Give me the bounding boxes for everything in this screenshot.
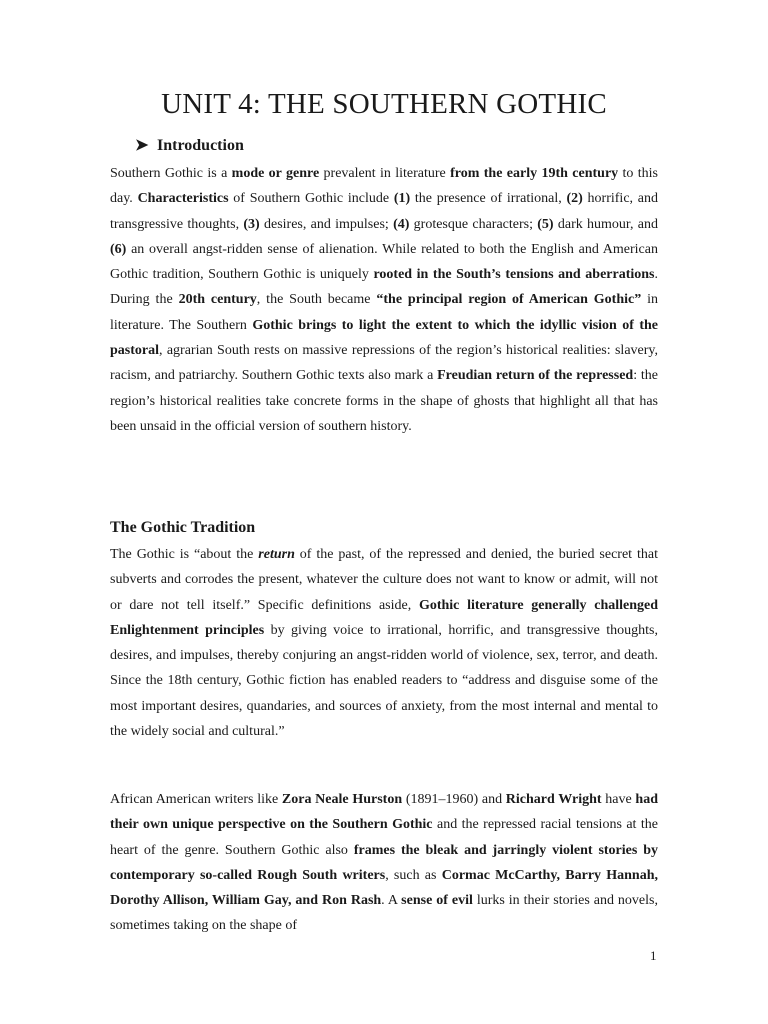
text-run: dark humour, and [553,216,658,232]
section-heading-gothic-tradition: The Gothic Tradition [110,519,256,536]
intro-paragraph [110,161,658,439]
text-run: African American writers like [110,792,282,807]
page-title: UNIT 4: THE SOUTHERN GOTHIC [161,88,607,120]
bold-text-run: Gothic literature generally challenged Enlightenment principles [110,597,659,638]
text-run: (1891–1960) and [402,792,506,807]
arrow-bullet-icon: ➤ [135,137,149,154]
text-run: and the repressed racial tensions at the heart of the genre. Southern Gothic also [110,817,658,858]
bold-text-run: had their own unique perspective on the Southern Gothic [110,792,658,833]
bold-text-run: mode or genre [231,166,320,181]
bold-text-run: (5) [537,216,554,232]
text-run: : the region’s historical realities take concrete forms in the shape of ghosts that highlight all that has been unsaid in the official version of southern history. [110,368,658,434]
bold-text-run: (2) [566,191,583,207]
bold-text-run: (4) [393,216,410,232]
text-run: . A [381,893,402,909]
text-run: Southern Gothic is a [110,166,232,181]
text-run: of the past, of the repressed and denied, the buried secret that subverts and corrodes the present, whatever the culture does not want to know or admit, will not or dare not tell itself.” Specific definitions aside, [110,547,658,613]
text-run: in literature. The Southern [110,292,659,333]
text-run: by giving voice to irrational, horrific, and transgressive thoughts, desires, and impulses, thereby conjuring an angst-ridden world of violence, sex, terror, and death. Since the 18th century, Gothic fiction has enabled readers to “address and disguise some of the most important desires, quandaries, and sources of anxiety, from the most internal and mental to the widely social and cultural.” [110,622,658,740]
text-run: have [601,792,636,807]
bold-text-run: “the principal region of American Gothic” [376,292,642,308]
bold-text-run: Richard Wright [505,792,602,807]
text-run: , such as [385,867,442,883]
text-run: horrific, and transgressive thoughts, [110,191,658,232]
bold-text-run: rooted in the South’s tensions and aberrations [373,267,655,283]
bold-text-run: (3) [243,216,260,232]
text-run: . During the [110,267,658,308]
writers-paragraph [110,787,658,939]
text-run: grotesque characters; [409,216,538,232]
intro-heading [135,134,244,158]
text-run: of Southern Gothic include [228,191,394,207]
bold-text-run: frames the bleak and jarringly violent stories by contemporary so-called Rough South writers [110,842,659,883]
text-run: , the South became [256,292,377,308]
text-run: The Gothic is “about the [110,547,259,562]
bold-text-run: (1) [393,191,411,207]
text-run: lurks in their stories and novels, sometimes taking on the shape of [110,893,658,934]
bold-text-run: 20th century [178,292,257,308]
bold-text-run: Freudian return of the repressed [437,368,634,384]
bold-text-run: Gothic brings to light the extent to which the idyllic vision of the pastoral [110,317,658,359]
text-run: desires, and impulses; [259,216,394,232]
bold-text-run: return [258,547,295,562]
intro-heading-label: Introduction [157,137,244,154]
bold-text-run: (6) [110,241,127,257]
bold-text-run: Zora Neale Hurston [281,792,403,807]
text-run: to this day. [110,166,658,207]
text-run: prevalent in literature [319,166,451,181]
text-run: , agrarian South rests on massive repressions of the region’s historical realities: slavery, racism, and patriarchy. Southern Gothic texts also mark a [110,343,658,384]
bold-text-run: from the early 19th century [450,166,619,181]
gothic-tradition-paragraph [110,542,658,744]
bold-text-run: Cormac McCarthy, Barry Hannah, Dorothy Allison, William Gay, and Ron Rash [110,867,659,909]
text-run: the presence of irrational, [410,191,567,207]
text-run: an overall angst-ridden sense of alienation. While related to both the English and American Gothic tradition, Southern Gothic is uniquely [110,241,658,283]
page-number: 1 [650,948,657,963]
bold-text-run: Characteristics [137,191,229,207]
bold-text-run: sense of evil [401,893,473,909]
